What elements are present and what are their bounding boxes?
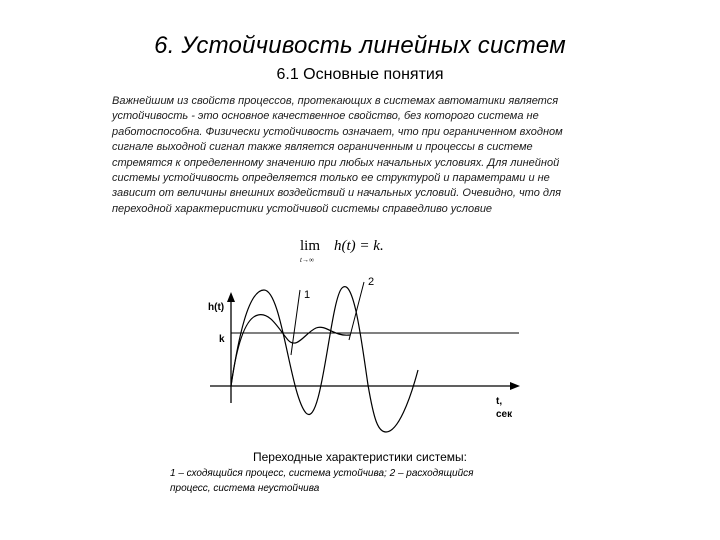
curve-1-leader xyxy=(291,290,300,355)
x-axis-label-t: t, xyxy=(496,396,503,407)
paragraph-line: зависит от величины внешних воздействий и начальных условий. Очевидно, что для xyxy=(112,187,562,200)
slide-subtitle: 6.1 Основные понятия xyxy=(276,66,444,83)
formula-subscript: t→∞ xyxy=(300,256,314,264)
paragraph-line: Важнейшим из свойств процессов, протекающих в системах автоматики является xyxy=(112,95,559,107)
y-axis-arrow xyxy=(227,292,235,302)
paragraph-line: системы устойчивость определяется только ее структурой и параметрами и не xyxy=(112,172,550,185)
formula-expression: h(t) = k. xyxy=(334,238,384,254)
paragraph-line: работоспособна. Физически устойчивость означает, что при ограниченном входном xyxy=(112,125,563,138)
curve-2-diverging xyxy=(231,287,418,432)
curve-1-label: 1 xyxy=(304,289,311,301)
caption-note-line: 1 – сходящийся процесс, система устойчива; 2 – расходящийся xyxy=(170,468,474,479)
figure-caption: Переходные характеристики системы: xyxy=(252,450,468,464)
curve-2-label: 2 xyxy=(368,276,375,288)
formula-lim: lim xyxy=(300,238,321,254)
y-axis-label: h(t) xyxy=(208,302,225,313)
paragraph-line: стремятся к определенному значению при любых начальных условиях. Для линейной xyxy=(112,156,560,169)
figure-caption-note xyxy=(170,467,590,496)
caption-note-line: процесс, система неустойчива xyxy=(170,482,320,494)
curve-2-leader xyxy=(349,282,364,340)
x-axis-arrow xyxy=(510,382,520,390)
slide-title: 6. Устойчивость линейных систем xyxy=(154,32,566,59)
paragraph-line: устойчивость - это основное качественное свойство, без которого система не xyxy=(112,110,539,123)
x-axis-label-unit: сек xyxy=(496,409,513,420)
k-label: k xyxy=(219,334,225,345)
paragraph-line: переходной характеристики устойчивой системы справедливо условие xyxy=(112,202,493,215)
paragraph-line: сигнале выходной сигнал также является ограниченным и процессы в системе xyxy=(112,141,533,154)
